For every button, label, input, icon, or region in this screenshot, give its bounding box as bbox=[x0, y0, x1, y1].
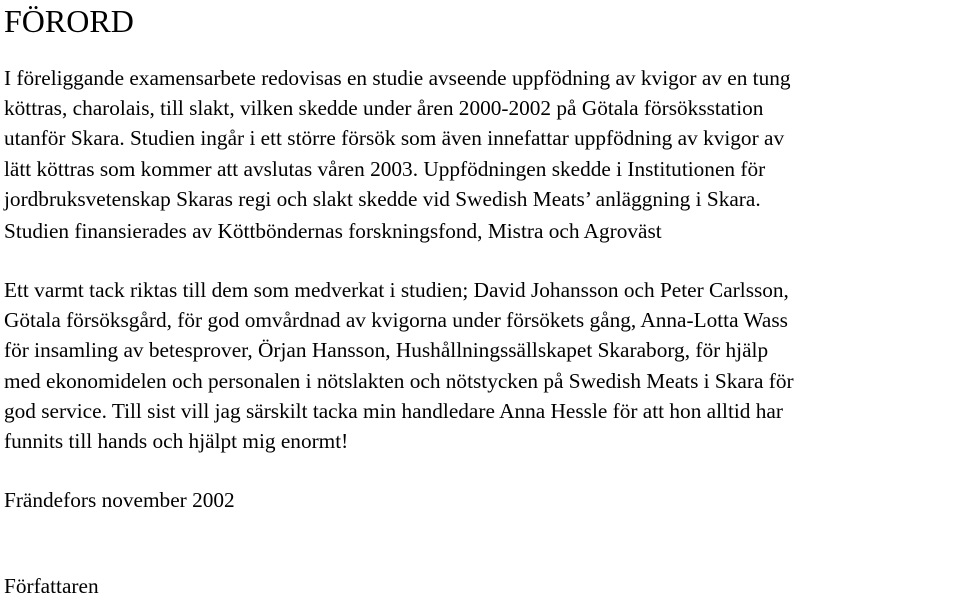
signature: Författaren bbox=[4, 574, 99, 598]
paragraph-line: jordbruksvetenskap Skaras regi och slakt skedde vid Swedish Meats’ anläggning i Skara. bbox=[4, 187, 761, 211]
paragraph-line: lätt köttras som kommer att avslutas våren 2003. Uppfödningen skedde i Institutionen för bbox=[4, 157, 766, 181]
paragraph-line: köttras, charolais, till slakt, vilken skedde under åren 2000-2002 på Götala försöksstation bbox=[4, 96, 764, 120]
paragraph-line: Götala försöksgård, för god omvårdnad av kvigorna under försökets gång, Anna-Lotta Wass bbox=[4, 308, 788, 332]
page-title: FÖRORD bbox=[4, 3, 134, 39]
paragraph-line: god service. Till sist vill jag särskilt tacka min handledare Anna Hessle för att hon alltid har bbox=[4, 399, 783, 423]
paragraph-line: funnits till hands och hjälpt mig enormt! bbox=[4, 429, 349, 453]
paragraph-line: med ekonomidelen och personalen i nötslakten och nötstycken på Swedish Meats i Skara för bbox=[4, 369, 794, 393]
paragraph-line: I föreliggande examensarbete redovisas en studie avseende uppfödning av kvigor av en tung bbox=[4, 66, 791, 90]
paragraph-line: utanför Skara. Studien ingår i ett större försök som även innefattar uppfödning av kvigor av bbox=[4, 126, 785, 150]
place-date: Frändefors november 2002 bbox=[4, 488, 235, 512]
paragraph-line: Studien finansierades av Köttböndernas forskningsfond, Mistra och Agroväst bbox=[4, 219, 662, 243]
paragraph-line: Ett varmt tack riktas till dem som medverkat i studien; David Johansson och Peter Carlsson, bbox=[4, 278, 789, 302]
paragraph-line: för insamling av betesprover, Örjan Hansson, Hushållningssällskapet Skaraborg, för hjälp bbox=[4, 338, 769, 362]
